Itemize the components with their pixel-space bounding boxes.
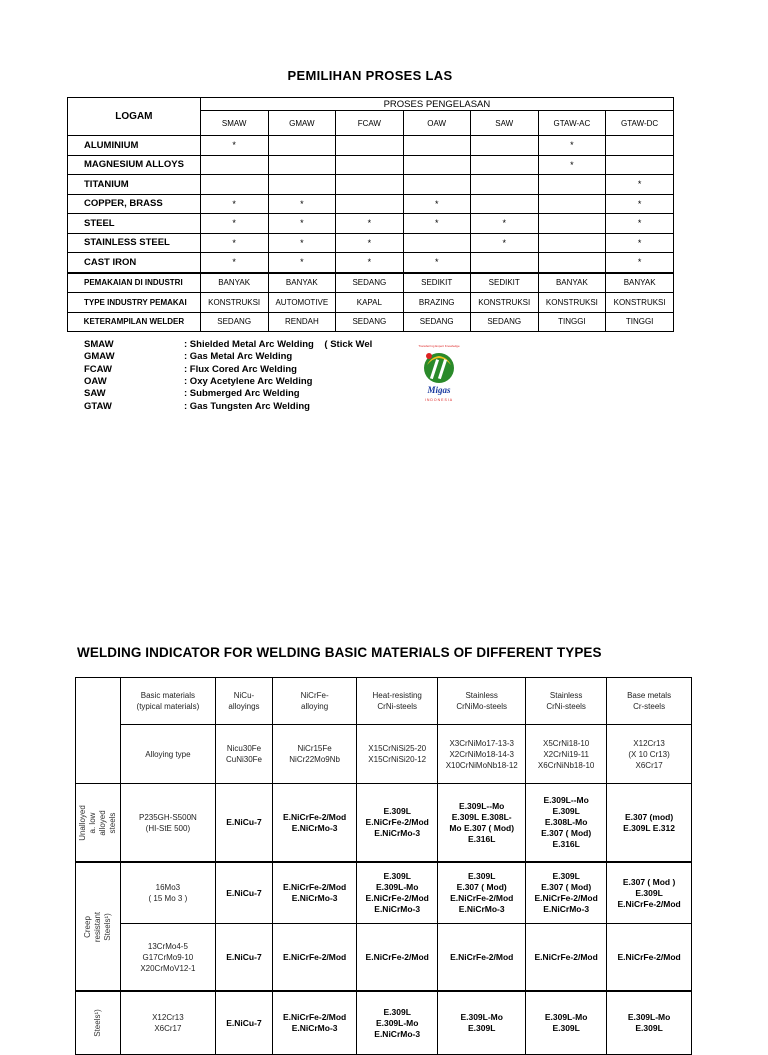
star-mark: * xyxy=(434,218,439,229)
star-mark: * xyxy=(232,237,236,248)
filler-cell: E.NiCu-7 xyxy=(215,991,272,1055)
material-header: Stainless CrNi-steels xyxy=(526,678,607,725)
legend-desc: : Shielded Metal Arc Welding ( Stick Wel xyxy=(184,339,373,350)
filler-cell: E.NiCrFe-2/Mod E.NiCrMo-3 xyxy=(273,784,357,863)
star-mark: * xyxy=(300,237,304,248)
star-mark: * xyxy=(300,218,304,229)
info-value: KAPAL xyxy=(336,293,403,313)
mark-cell xyxy=(470,233,538,253)
filler-cell: E.NiCrFe-2/Mod xyxy=(273,924,357,992)
group-label: Unalloyed a. low alloyed steels xyxy=(77,804,117,841)
mark-cell xyxy=(268,214,336,234)
mark-cell xyxy=(470,175,538,195)
process-saw: SAW xyxy=(470,111,538,136)
star-mark: * xyxy=(232,198,236,209)
process-smaw: SMAW xyxy=(200,111,268,136)
corner-cell xyxy=(76,678,121,784)
material-header: NiCu- alloyings xyxy=(215,678,272,725)
info-row xyxy=(68,273,674,293)
star-mark: * xyxy=(434,198,439,209)
info-label: TYPE INDUSTRY PEMAKAI xyxy=(68,293,201,313)
info-value: BANYAK xyxy=(538,273,606,293)
alloy-value: X12Cr13 (X 10 Cr13) X6Cr17 xyxy=(607,725,692,784)
alloy-row xyxy=(76,725,692,784)
material-header: Base metals Cr-steels xyxy=(607,678,692,725)
process-oaw: OAW xyxy=(403,111,470,136)
mark-cell xyxy=(538,214,606,234)
material-header: Stainless CrNiMo-steels xyxy=(438,678,526,725)
material-header: Heat-resisting CrNi-steels xyxy=(357,678,438,725)
mark-cell xyxy=(200,194,268,214)
legend-desc: : Oxy Acetylene Arc Welding xyxy=(184,375,313,387)
info-value: BANYAK xyxy=(606,273,674,293)
basic-materials-header: Basic materials (typical materials) xyxy=(120,678,215,725)
legend-abbr: FCAW xyxy=(84,363,112,375)
filler-cell: E.NiCu-7 xyxy=(215,924,272,992)
mark-cell xyxy=(336,194,403,214)
mark-cell xyxy=(336,175,403,195)
filler-cell: E.309L--Mo E.309L E.308L-Mo E.307 ( Mod) E.316L xyxy=(526,784,607,863)
proses-header: PROSES PENGELASAN xyxy=(200,98,673,111)
info-row xyxy=(68,312,674,332)
info-value: SEDANG xyxy=(470,312,538,332)
table1-title: PEMILIHAN PROSES LAS xyxy=(287,68,453,83)
group-side xyxy=(76,784,121,863)
star-mark: * xyxy=(232,257,236,268)
material-header: NiCrFe- alloying xyxy=(273,678,357,725)
mark-cell xyxy=(403,175,470,195)
mark-cell xyxy=(606,233,674,253)
mark-cell xyxy=(606,155,674,175)
mark-cell xyxy=(470,194,538,214)
alloy-value: Nicu30Fe CuNi30Fe xyxy=(215,725,272,784)
metal-name: CAST IRON xyxy=(68,253,201,273)
star-mark: * xyxy=(300,257,304,268)
info-label: PEMAKAIAN DI INDUSTRI xyxy=(68,273,201,293)
info-value: SEDIKIT xyxy=(403,273,470,293)
mark-cell xyxy=(403,233,470,253)
logo-name: Migas xyxy=(427,385,451,395)
mark-cell xyxy=(470,214,538,234)
alloy-value: X5CrNi18-10 X2CrNi19-11 X6CrNiNb18-10 xyxy=(526,725,607,784)
filler-cell: E.309L E.307 ( Mod) E.NiCrFe-2/Mod E.NiCrMo-3 xyxy=(438,862,526,924)
metal-row xyxy=(68,155,674,175)
alloy-value: X15CrNiSi25-20 X15CrNiSi20-12 xyxy=(357,725,438,784)
star-mark: * xyxy=(232,218,236,229)
filler-cell: E.NiCrFe-2/Mod xyxy=(438,924,526,992)
mark-cell xyxy=(403,194,470,214)
mark-cell xyxy=(268,194,336,214)
info-value: KONSTRUKSI xyxy=(200,293,268,313)
t2-header-row xyxy=(76,678,692,725)
info-row xyxy=(68,293,674,313)
info-value: TINGGI xyxy=(606,312,674,332)
mark-cell xyxy=(268,136,336,156)
mark-cell xyxy=(268,233,336,253)
alloy-label: Alloying type xyxy=(120,725,215,784)
star-mark: * xyxy=(367,218,372,229)
metal-row xyxy=(68,253,674,273)
mark-cell xyxy=(470,136,538,156)
material-cell: 16Mo3 ( 15 Mo 3 ) xyxy=(120,862,215,924)
star-mark: * xyxy=(637,218,642,229)
mark-cell xyxy=(538,194,606,214)
group-label: Steels¹) xyxy=(92,1009,102,1037)
mark-cell xyxy=(200,155,268,175)
metal-row xyxy=(68,175,674,195)
welding-indicator-table xyxy=(75,677,692,1055)
info-label: KETERAMPILAN WELDER xyxy=(68,312,201,332)
star-mark: * xyxy=(232,140,236,151)
legend-item xyxy=(84,388,300,400)
filler-cell: E.309L E.309L-Mo E.NiCrMo-3 xyxy=(357,991,438,1055)
mark-cell xyxy=(200,253,268,273)
metal-row xyxy=(68,233,674,253)
star-mark: * xyxy=(637,237,642,248)
welding-process-table xyxy=(67,97,674,332)
info-value: KONSTRUKSI xyxy=(606,293,674,313)
metal-row xyxy=(68,214,674,234)
metal-row xyxy=(68,194,674,214)
legend-abbr: GTAW xyxy=(84,400,112,412)
mark-cell xyxy=(606,175,674,195)
process-gmaw: GMAW xyxy=(268,111,336,136)
metal-name: TITANIUM xyxy=(68,175,201,195)
legend-item xyxy=(84,364,297,376)
info-value: BANYAK xyxy=(200,273,268,293)
info-value: SEDANG xyxy=(336,273,403,293)
star-mark: * xyxy=(570,159,574,170)
legend-item xyxy=(84,339,372,351)
mark-cell xyxy=(403,136,470,156)
migas-logo xyxy=(413,343,465,409)
info-value: SEDIKIT xyxy=(470,273,538,293)
info-value: BANYAK xyxy=(268,273,336,293)
mark-cell xyxy=(403,214,470,234)
mark-cell xyxy=(538,253,606,273)
filler-cell: E.309L-Mo E.309L xyxy=(438,991,526,1055)
mark-cell xyxy=(200,175,268,195)
info-value: AUTOMOTIVE xyxy=(268,293,336,313)
filler-cell: E.NiCrFe-2/Mod E.NiCrMo-3 xyxy=(273,862,357,924)
filler-cell: E.NiCrFe-2/Mod xyxy=(526,924,607,992)
group-side xyxy=(76,991,121,1055)
info-value: SEDANG xyxy=(200,312,268,332)
material-cell: 13CrMo4-5 G17CrMo9-10 X20CrMoV12-1 xyxy=(120,924,215,992)
legend-desc: : Submerged Arc Welding xyxy=(184,388,300,400)
filler-cell: E.309L E.307 ( Mod) E.NiCrFe-2/Mod E.NiCrMo-3 xyxy=(526,862,607,924)
metal-name: ALUMINIUM xyxy=(68,136,201,156)
material-cell: P235GH-S500N (HI-StE 500) xyxy=(120,784,215,863)
mark-cell xyxy=(403,253,470,273)
group-side xyxy=(76,862,121,991)
filler-cell: E.NiCrFe-2/Mod xyxy=(357,924,438,992)
filler-cell: E.NiCu-7 xyxy=(215,784,272,863)
filler-cell: E.NiCrFe-2/Mod E.NiCrMo-3 xyxy=(273,991,357,1055)
legend-item xyxy=(84,351,292,363)
mark-cell xyxy=(336,214,403,234)
star-mark: * xyxy=(570,140,574,151)
mark-cell xyxy=(403,155,470,175)
alloy-value: NiCr15Fe NiCr22Mo9Nb xyxy=(273,725,357,784)
info-value: SEDANG xyxy=(336,312,403,332)
filler-row xyxy=(76,784,692,863)
legend-desc: : Gas Metal Arc Welding xyxy=(184,351,293,363)
process-gtaw-dc: GTAW-DC xyxy=(606,111,674,136)
mark-cell xyxy=(538,155,606,175)
info-value: TINGGI xyxy=(538,312,606,332)
process-fcaw: FCAW xyxy=(336,111,403,136)
mark-cell xyxy=(606,194,674,214)
mark-cell xyxy=(470,155,538,175)
material-cell: X12Cr13 X6Cr17 xyxy=(120,991,215,1055)
filler-cell: E.NiCu-7 xyxy=(215,862,272,924)
filler-row xyxy=(76,924,692,992)
metal-row xyxy=(68,136,674,156)
mark-cell xyxy=(268,155,336,175)
legend-abbr: SAW xyxy=(84,388,106,400)
mark-cell xyxy=(336,253,403,273)
table2-title: WELDING INDICATOR FOR WELDING BASIC MATERIALS OF DIFFERENT TYPES xyxy=(77,645,602,660)
filler-cell: E.309L-Mo E.309L xyxy=(607,991,692,1055)
star-mark: * xyxy=(637,198,642,209)
info-value: KONSTRUKSI xyxy=(470,293,538,313)
info-value: RENDAH xyxy=(268,312,336,332)
filler-cell: E.307 (mod) E.309L E.312 xyxy=(607,784,692,863)
mark-cell xyxy=(538,233,606,253)
metal-name: STAINLESS STEEL xyxy=(68,233,201,253)
star-mark: * xyxy=(637,179,642,190)
header-row xyxy=(68,98,674,111)
filler-cell: E.309L E.309L-Mo E.NiCrFe-2/Mod E.NiCrMo-3 xyxy=(357,862,438,924)
filler-cell: E.307 ( Mod ) E.309L E.NiCrFe-2/Mod xyxy=(607,862,692,924)
filler-cell: E.309L-Mo E.309L xyxy=(526,991,607,1055)
metal-name: MAGNESIUM ALLOYS xyxy=(68,155,201,175)
legend-desc: : Flux Cored Arc Welding xyxy=(184,363,297,375)
star-mark: * xyxy=(300,198,304,209)
info-value: BRAZING xyxy=(403,293,470,313)
star-mark: * xyxy=(502,237,506,248)
mark-cell xyxy=(268,175,336,195)
star-mark: * xyxy=(367,237,372,248)
star-mark: * xyxy=(434,257,439,268)
logam-header: LOGAM xyxy=(68,98,201,136)
mark-cell xyxy=(606,253,674,273)
mark-cell xyxy=(606,136,674,156)
star-mark: * xyxy=(637,257,642,268)
mark-cell xyxy=(200,233,268,253)
info-value: SEDANG xyxy=(403,312,470,332)
mark-cell xyxy=(268,253,336,273)
metal-name: STEEL xyxy=(68,214,201,234)
legend-desc: : Gas Tungsten Arc Welding xyxy=(184,400,310,412)
legend-item xyxy=(84,376,312,388)
filler-row xyxy=(76,991,692,1055)
mark-cell xyxy=(538,136,606,156)
metal-name: COPPER, BRASS xyxy=(68,194,201,214)
mark-cell xyxy=(538,175,606,195)
filler-cell: E.NiCrFe-2/Mod xyxy=(607,924,692,992)
filler-cell: E.309L--Mo E.309L E.308L- Mo E.307 ( Mod) E.316L xyxy=(438,784,526,863)
mark-cell xyxy=(200,214,268,234)
info-value: KONSTRUKSI xyxy=(538,293,606,313)
mark-cell xyxy=(470,253,538,273)
mark-cell xyxy=(336,155,403,175)
legend-item xyxy=(84,401,310,413)
mark-cell xyxy=(200,136,268,156)
mark-cell xyxy=(336,136,403,156)
mark-cell xyxy=(336,233,403,253)
legend-abbr: GMAW xyxy=(84,351,115,363)
logo-tagline: Transferring Expert Knowledge xyxy=(418,344,460,348)
mark-cell xyxy=(606,214,674,234)
filler-cell: E.309L E.NiCrFe-2/Mod E.NiCrMo-3 xyxy=(357,784,438,863)
logo-sub: INDONESIA xyxy=(424,398,454,402)
group-label: Creep resistant Steels¹) xyxy=(82,911,112,942)
star-mark: * xyxy=(367,257,372,268)
alloy-value: X3CrNiMo17-13-3 X2CrNiMo18-14-3 X10CrNiMoNb18-12 xyxy=(438,725,526,784)
process-gtaw-ac: GTAW-AC xyxy=(538,111,606,136)
legend-abbr: OAW xyxy=(84,375,107,387)
star-mark: * xyxy=(502,218,506,229)
legend-abbr: SMAW xyxy=(84,339,114,350)
filler-row xyxy=(76,862,692,924)
